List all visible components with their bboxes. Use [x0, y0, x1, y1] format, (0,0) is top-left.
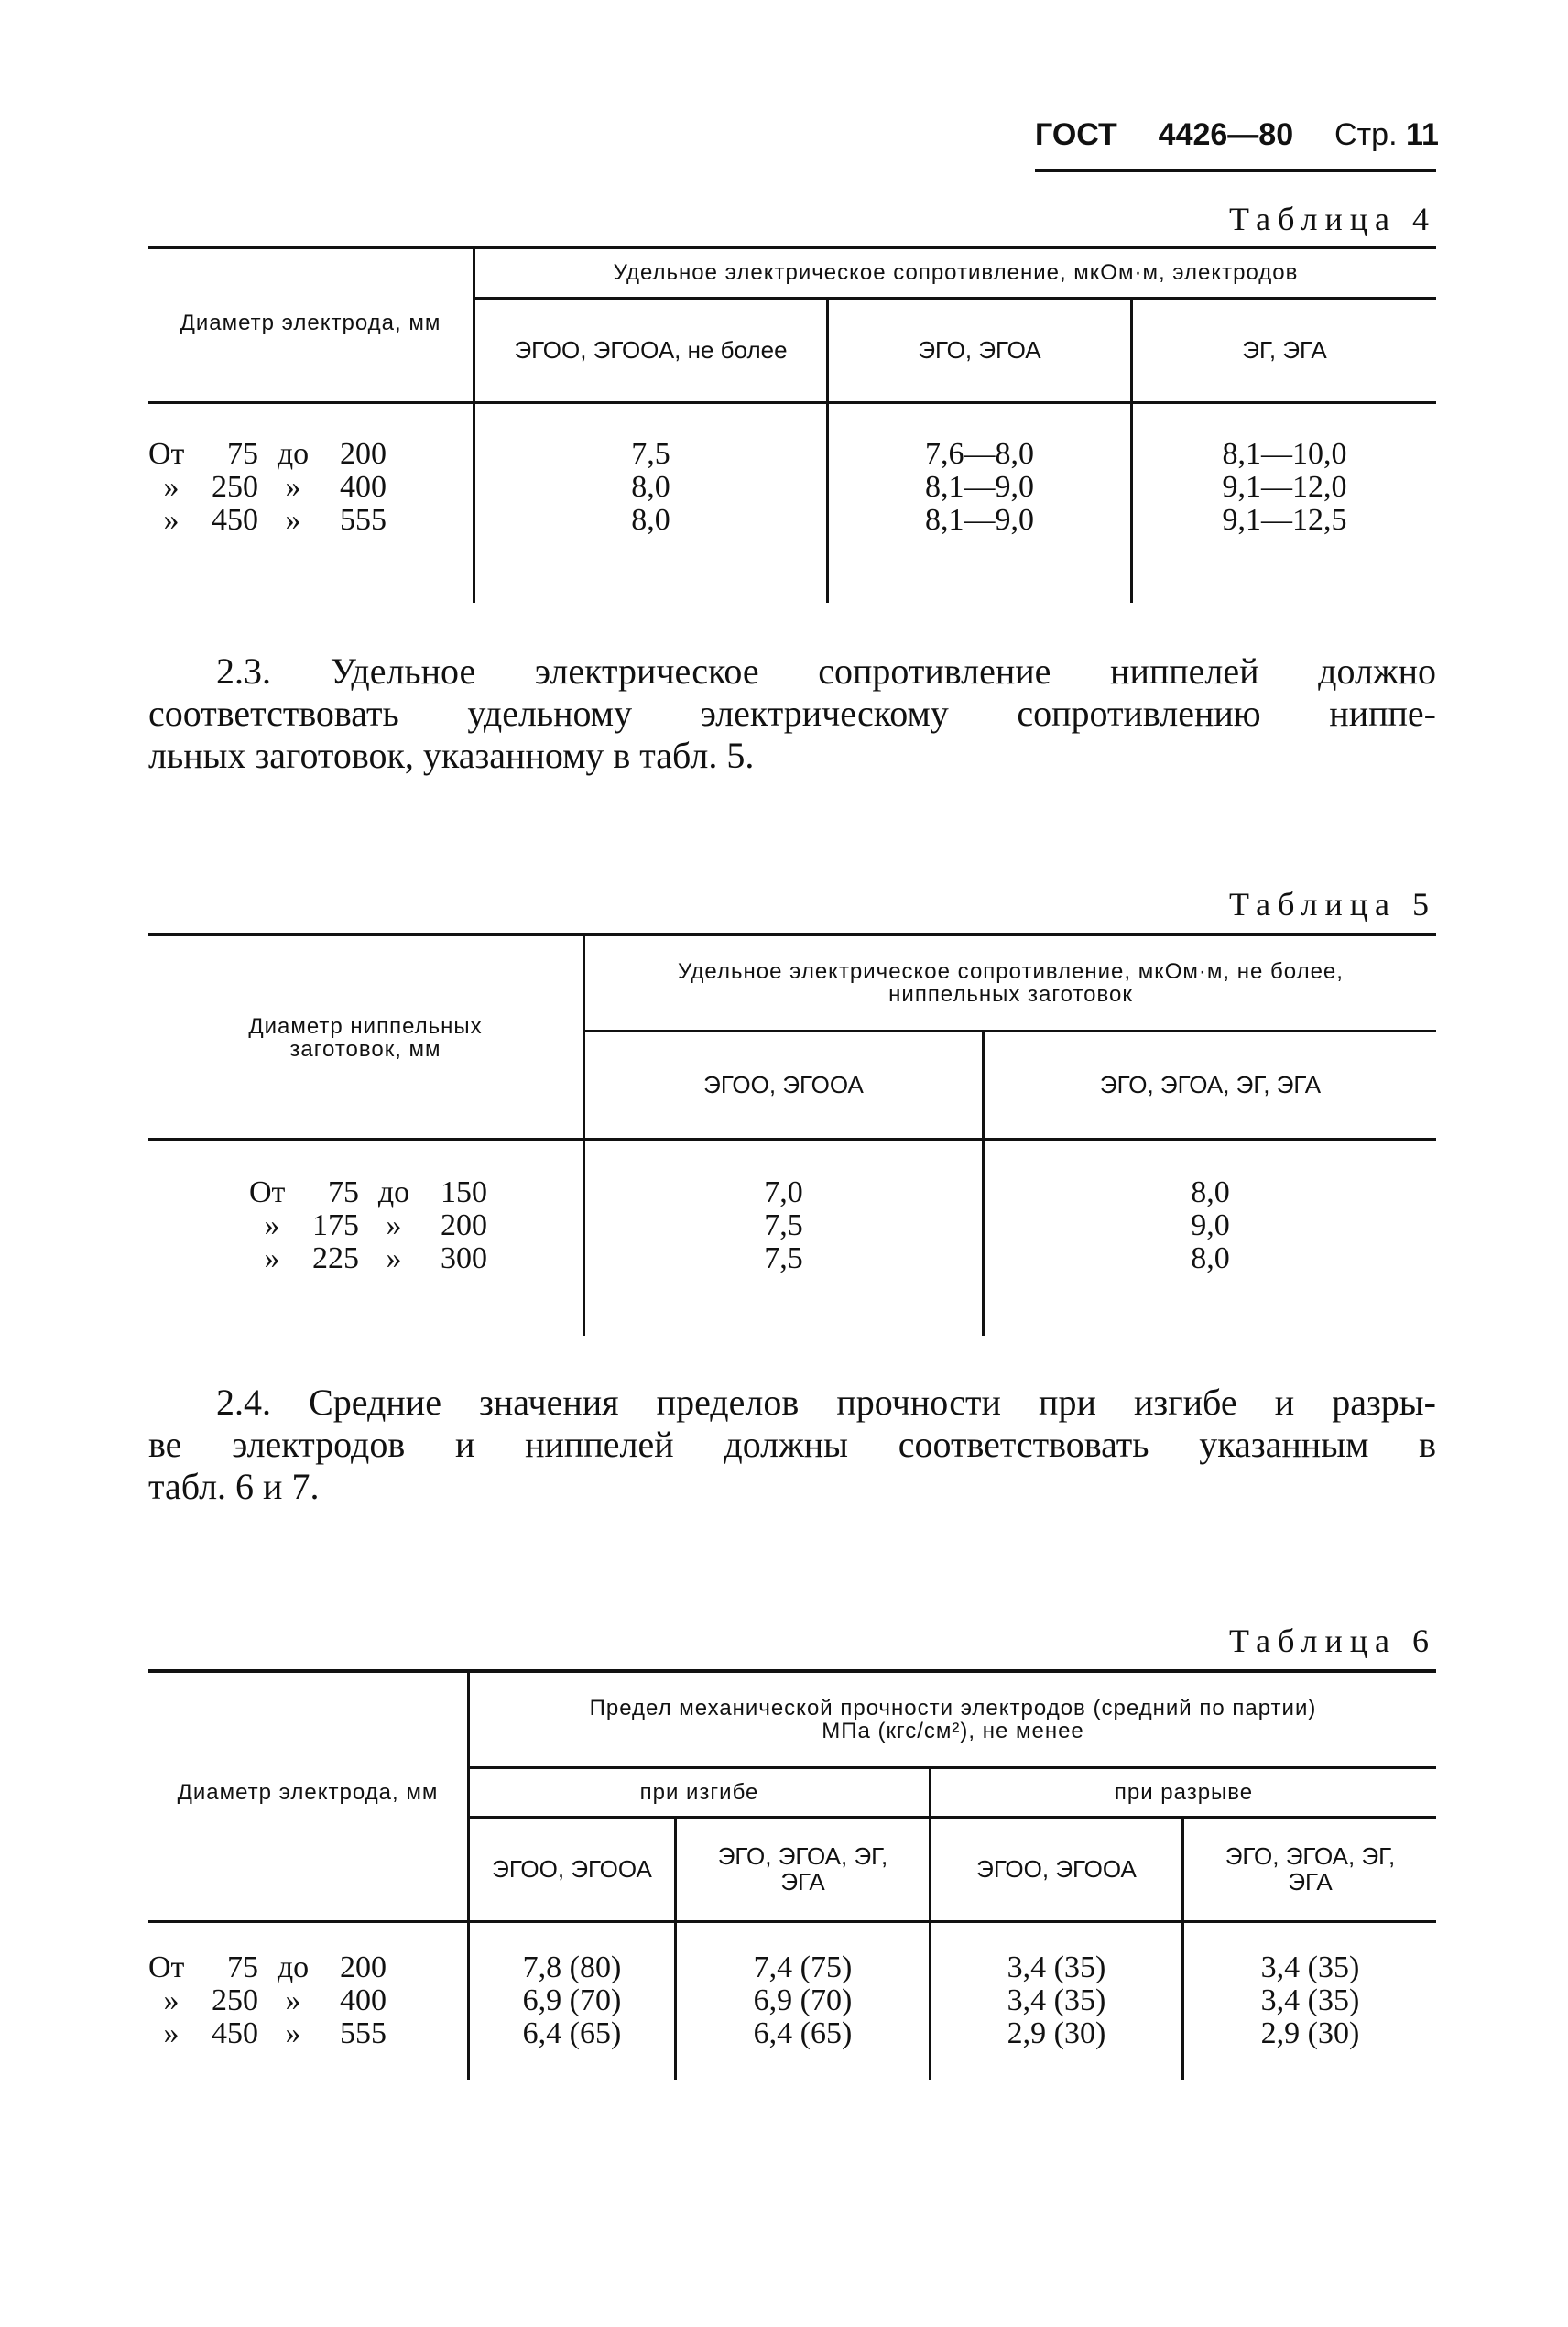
table4-values-col-3: [1133, 438, 1436, 537]
table-cell: 3,4 (35): [1260, 1950, 1360, 1984]
table-cell: 7,5: [631, 437, 670, 471]
paragraph-line: 2.3. Удельное электрическое сопротивление ниппелей должно: [216, 650, 1436, 692]
table5-col-header-1: ЭГОО, ЭГООА: [703, 1070, 864, 1098]
table-cell: 450: [212, 2016, 258, 2050]
table-cell: 8,0: [1191, 1241, 1230, 1275]
table-cell: 3,4 (35): [1007, 1950, 1106, 1984]
table-cell: 175: [312, 1208, 359, 1242]
table5-header-rule: [148, 1138, 1436, 1141]
table6-values-col-3: [931, 1951, 1181, 2050]
table6-header-rule: [148, 1920, 1436, 1923]
table-cell: 200: [340, 1950, 387, 1984]
table-cell: 6,9 (70): [522, 1983, 622, 2017]
table-cell: 7,6—8,0: [925, 437, 1034, 471]
table-cell: 200: [441, 1208, 487, 1242]
table-cell: 7,5: [764, 1208, 803, 1242]
table-cell: 7,4 (75): [753, 1950, 853, 1984]
table-cell: до: [277, 1950, 310, 1984]
table4-values-col-1: [475, 438, 826, 537]
table-cell: до: [277, 437, 310, 471]
table6-label-from-column: [194, 1951, 258, 2050]
table-cell: 7,5: [764, 1241, 803, 1275]
table-cell: 400: [340, 1983, 387, 2017]
table6-col-header-1: ЭГОО, ЭГООА: [492, 1854, 652, 1883]
table-cell: »: [163, 503, 180, 537]
standard-label: ГОСТ: [1035, 117, 1117, 152]
table6-col-header-2: ЭГО, ЭГОА, ЭГ, ЭГА: [717, 1842, 888, 1895]
table-cell: 450: [212, 503, 258, 537]
table5-values-col-2: [985, 1176, 1436, 1275]
page-number: 11: [1405, 117, 1439, 152]
table-cell: 200: [340, 437, 387, 471]
table-cell: 9,1—12,5: [1222, 503, 1347, 537]
table4-label-prefix-column: [148, 438, 194, 537]
table6-label-mid-column: [266, 1951, 321, 2050]
table-cell: 75: [227, 437, 258, 471]
table5-col-header-2: ЭГО, ЭГОА, ЭГ, ЭГА: [1099, 1070, 1322, 1098]
table-cell: »: [285, 503, 301, 537]
table-cell: 9,0: [1191, 1208, 1230, 1242]
table-cell: »: [163, 1983, 180, 2017]
table-cell: 300: [441, 1241, 487, 1275]
table5-label-to-column: [423, 1176, 487, 1275]
table-cell: От: [148, 437, 185, 471]
paragraph-line: ве электродов и ниппелей должны соответствовать указанным в: [148, 1424, 1436, 1465]
table-cell: 6,4 (65): [522, 2016, 622, 2050]
table4-caption: Таблица 4: [1229, 201, 1436, 237]
table4-label-mid-column: [266, 438, 321, 537]
standard-number: 4426—80: [1158, 117, 1294, 152]
table-cell: 2,9 (30): [1260, 2016, 1360, 2050]
table5-values-col-1: [585, 1176, 982, 1275]
table-cell: до: [377, 1175, 410, 1209]
table5: [148, 933, 1436, 1336]
table5-label-mid-column: [366, 1176, 421, 1275]
table-cell: 555: [340, 2016, 387, 2050]
table-cell: От: [148, 1950, 185, 1984]
table-cell: 250: [212, 1983, 258, 2017]
table-cell: 8,1—9,0: [925, 503, 1034, 537]
table5-group-header: Удельное электрическое сопротивление, мкОм·м, не более, ниппельных заготовок: [678, 958, 1344, 1007]
table6-col-header-4: ЭГО, ЭГОА, ЭГ, ЭГА: [1225, 1842, 1396, 1895]
table6-col-header-3: ЭГОО, ЭГООА: [976, 1854, 1137, 1883]
table-cell: 8,0: [631, 470, 670, 504]
table6-values-col-2: [677, 1951, 929, 2050]
table5-caption: Таблица 5: [1229, 886, 1436, 923]
paragraph-line: соответствовать удельному электрическому сопротивлению ниппе-: [148, 693, 1436, 734]
table4-label-from-column: [194, 438, 258, 537]
table4-label-to-column: [322, 438, 387, 537]
paragraph-line: льных заготовок, указанному в табл. 5.: [148, 735, 755, 776]
table4-col-header-1: ЭГОО, ЭГООА, не более: [514, 335, 788, 364]
table-cell: 75: [328, 1175, 359, 1209]
table-cell: 8,0: [1191, 1175, 1230, 1209]
table4-header-rule: [148, 401, 1436, 404]
table-cell: 6,9 (70): [753, 1983, 853, 2017]
table-cell: 8,0: [631, 503, 670, 537]
table-cell: »: [386, 1208, 402, 1242]
table6-label-prefix-column: [148, 1951, 194, 2050]
table-cell: »: [264, 1241, 280, 1275]
table4-values-col-2: [829, 438, 1130, 537]
table-cell: »: [285, 2016, 301, 2050]
table4: [148, 246, 1436, 603]
table4-group-header: Удельное электрическое сопротивление, мкОм·м, электродов: [613, 260, 1299, 286]
table5-label-prefix-column: [249, 1176, 295, 1275]
table6-group-header-line2: МПа (кгс/см²), не менее: [822, 1719, 1084, 1743]
table4-col-header-3: ЭГ, ЭГА: [1242, 335, 1327, 364]
header-rule: [1035, 169, 1436, 172]
table6-values-col-1: [470, 1951, 674, 2050]
table-cell: 555: [340, 503, 387, 537]
table-cell: »: [163, 2016, 180, 2050]
table6-bending-header: при изгибе: [639, 1779, 759, 1805]
table-cell: 7,8 (80): [522, 1950, 622, 1984]
paragraph-2-4: [148, 1382, 1436, 1508]
table-cell: »: [386, 1241, 402, 1275]
table-cell: 2,9 (30): [1007, 2016, 1106, 2050]
table-cell: »: [285, 470, 301, 504]
page-label: Стр.: [1334, 117, 1398, 152]
table-cell: »: [163, 470, 180, 504]
table-cell: 6,4 (65): [753, 2016, 853, 2050]
table-cell: 225: [312, 1241, 359, 1275]
table-cell: 8,1—9,0: [925, 470, 1034, 504]
table-cell: 250: [212, 470, 258, 504]
table-cell: 8,1—10,0: [1222, 437, 1347, 471]
table4-col-header-2: ЭГО, ЭГОА: [918, 335, 1041, 364]
table6-values-col-4: [1184, 1951, 1436, 2050]
table-cell: От: [249, 1175, 286, 1209]
table6-row-header: Диаметр электрода, мм: [177, 1780, 439, 1806]
table6-caption: Таблица 6: [1229, 1622, 1436, 1659]
table-cell: 3,4 (35): [1260, 1983, 1360, 2017]
table-cell: 400: [340, 470, 387, 504]
table-cell: 3,4 (35): [1007, 1983, 1106, 2017]
table5-label-from-column: [295, 1176, 359, 1275]
table4-row-header: Диаметр электрода, мм: [180, 311, 441, 336]
table5-row-header: Диаметр ниппельных заготовок, мм: [248, 1013, 483, 1062]
table-cell: »: [285, 1983, 301, 2017]
paragraph-line: табл. 6 и 7.: [148, 1466, 320, 1507]
table-cell: 150: [441, 1175, 487, 1209]
running-header: [1035, 117, 1439, 153]
table6-tension-header: при разрыве: [1114, 1779, 1254, 1805]
table-cell: 75: [227, 1950, 258, 1984]
table6-group-header: [470, 1673, 1436, 1766]
table6-label-to-column: [322, 1951, 387, 2050]
table6-group-header-line1: Предел механической прочности электродов (средний по партии): [589, 1695, 1317, 1721]
paragraph-line: 2.4. Средние значения пределов прочности при изгибе и разры-: [216, 1382, 1436, 1423]
paragraph-2-3: [148, 650, 1436, 777]
table-cell: 7,0: [764, 1175, 803, 1209]
table-cell: »: [264, 1208, 280, 1242]
table6: [148, 1669, 1436, 2080]
table-cell: 9,1—12,0: [1222, 470, 1347, 504]
